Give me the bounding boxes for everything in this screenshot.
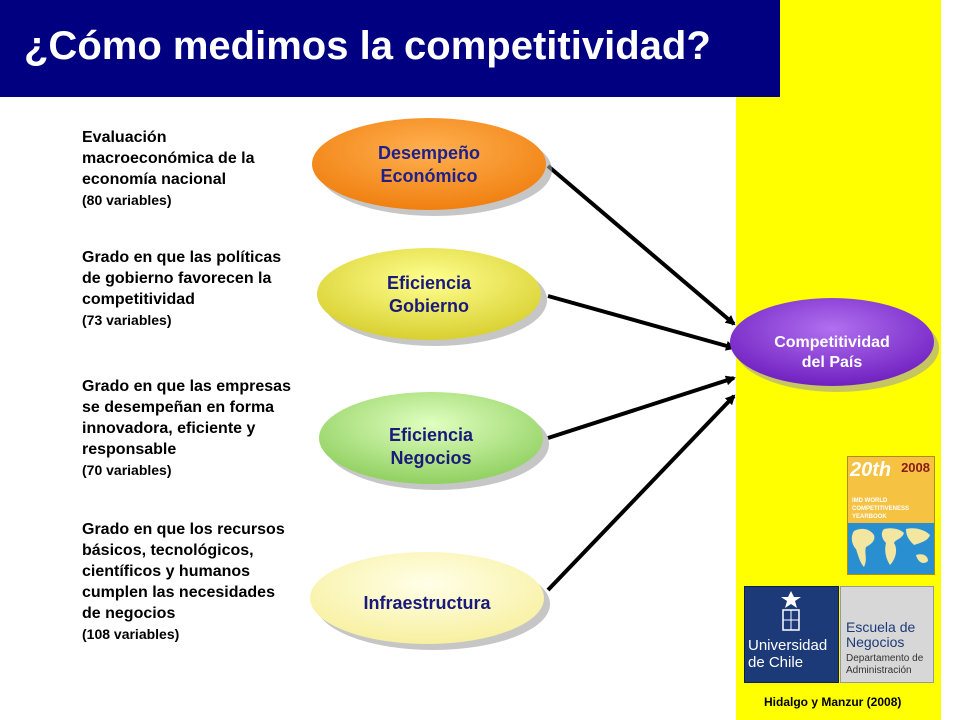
oval-business-label bbox=[331, 424, 531, 470]
yearbook-year: 2008 bbox=[901, 460, 930, 475]
description-line: de gobierno favorecen la bbox=[82, 270, 272, 287]
arrow-business bbox=[548, 378, 734, 438]
description-line: responsable bbox=[82, 441, 177, 458]
variable-count: (80 variables) bbox=[82, 192, 172, 208]
oval-label-line: Negocios bbox=[390, 448, 472, 468]
citation: Hidalgo y Manzur (2008) bbox=[764, 695, 902, 709]
oval-label-line: Eficiencia bbox=[388, 425, 474, 445]
description-line: innovadora, eficiente y bbox=[82, 420, 256, 437]
variable-count: (70 variables) bbox=[82, 462, 172, 478]
arrow-economic bbox=[548, 166, 734, 324]
description-line: Grado en que las empresas bbox=[82, 378, 291, 395]
oval-government-label bbox=[329, 272, 529, 318]
uchile-name-line: de Chile bbox=[748, 654, 804, 671]
description-line: Grado en que las políticas bbox=[82, 249, 282, 266]
oval-label-line: Económico bbox=[380, 166, 478, 186]
escuela-department bbox=[846, 653, 923, 677]
oval-economic-label bbox=[329, 142, 529, 188]
description-line: de negocios bbox=[82, 605, 176, 622]
escuela-name-line: Negocios bbox=[846, 634, 905, 650]
description-line: científicos y humanos bbox=[82, 563, 251, 580]
coat-of-arms-icon bbox=[745, 587, 838, 635]
yearbook-title-line: COMPETITIVENESS bbox=[852, 506, 910, 512]
escuela-department-line: Departamento de bbox=[846, 653, 924, 664]
escuela-de-negocios-logo bbox=[840, 586, 934, 683]
arrow-government bbox=[548, 296, 734, 348]
description-line: economía nacional bbox=[82, 171, 227, 188]
uchile-name bbox=[748, 637, 827, 671]
description-line: competitividad bbox=[82, 291, 195, 308]
escuela-name-line: Escuela de bbox=[846, 619, 916, 635]
yearbook-edition: 20th bbox=[850, 459, 892, 481]
oval-label-line: Infraestructura bbox=[363, 593, 491, 613]
oval-infrastructure-label bbox=[317, 592, 537, 615]
oval-label-line: del País bbox=[801, 354, 863, 371]
universidad-de-chile-logo bbox=[744, 586, 839, 683]
variable-count: (73 variables) bbox=[82, 312, 172, 328]
yearbook-title-line: IMD WORLD bbox=[852, 498, 888, 504]
yearbook-title-line: YEARBOOK bbox=[852, 514, 887, 520]
description-line: cumplen las necesidades bbox=[82, 584, 275, 601]
slide-title: ¿Cómo medimos la competitividad? bbox=[24, 24, 711, 68]
world-map-icon bbox=[848, 523, 934, 574]
arrow-infrastructure bbox=[548, 396, 734, 590]
description-line: Evaluación bbox=[82, 129, 167, 146]
oval-competitiveness-label bbox=[742, 333, 922, 373]
escuela-department-line: Administración bbox=[846, 665, 912, 676]
description-line: Grado en que los recursos bbox=[82, 521, 285, 538]
description-line: se desempeñan en forma bbox=[82, 399, 275, 416]
variable-count: (108 variables) bbox=[82, 626, 180, 642]
description-line: macroeconómica de la bbox=[82, 150, 255, 167]
description-line: básicos, tecnológicos, bbox=[82, 542, 254, 559]
oval-label-line: Competitividad bbox=[774, 334, 890, 351]
escuela-name bbox=[846, 620, 915, 650]
oval-label-line: Gobierno bbox=[389, 296, 469, 316]
yearbook-title bbox=[852, 497, 909, 521]
oval-label-line: Eficiencia bbox=[386, 273, 472, 293]
uchile-name-line: Universidad bbox=[748, 637, 828, 654]
imd-yearbook-cover bbox=[847, 456, 935, 575]
oval-label-line: Desempeño bbox=[377, 143, 481, 163]
